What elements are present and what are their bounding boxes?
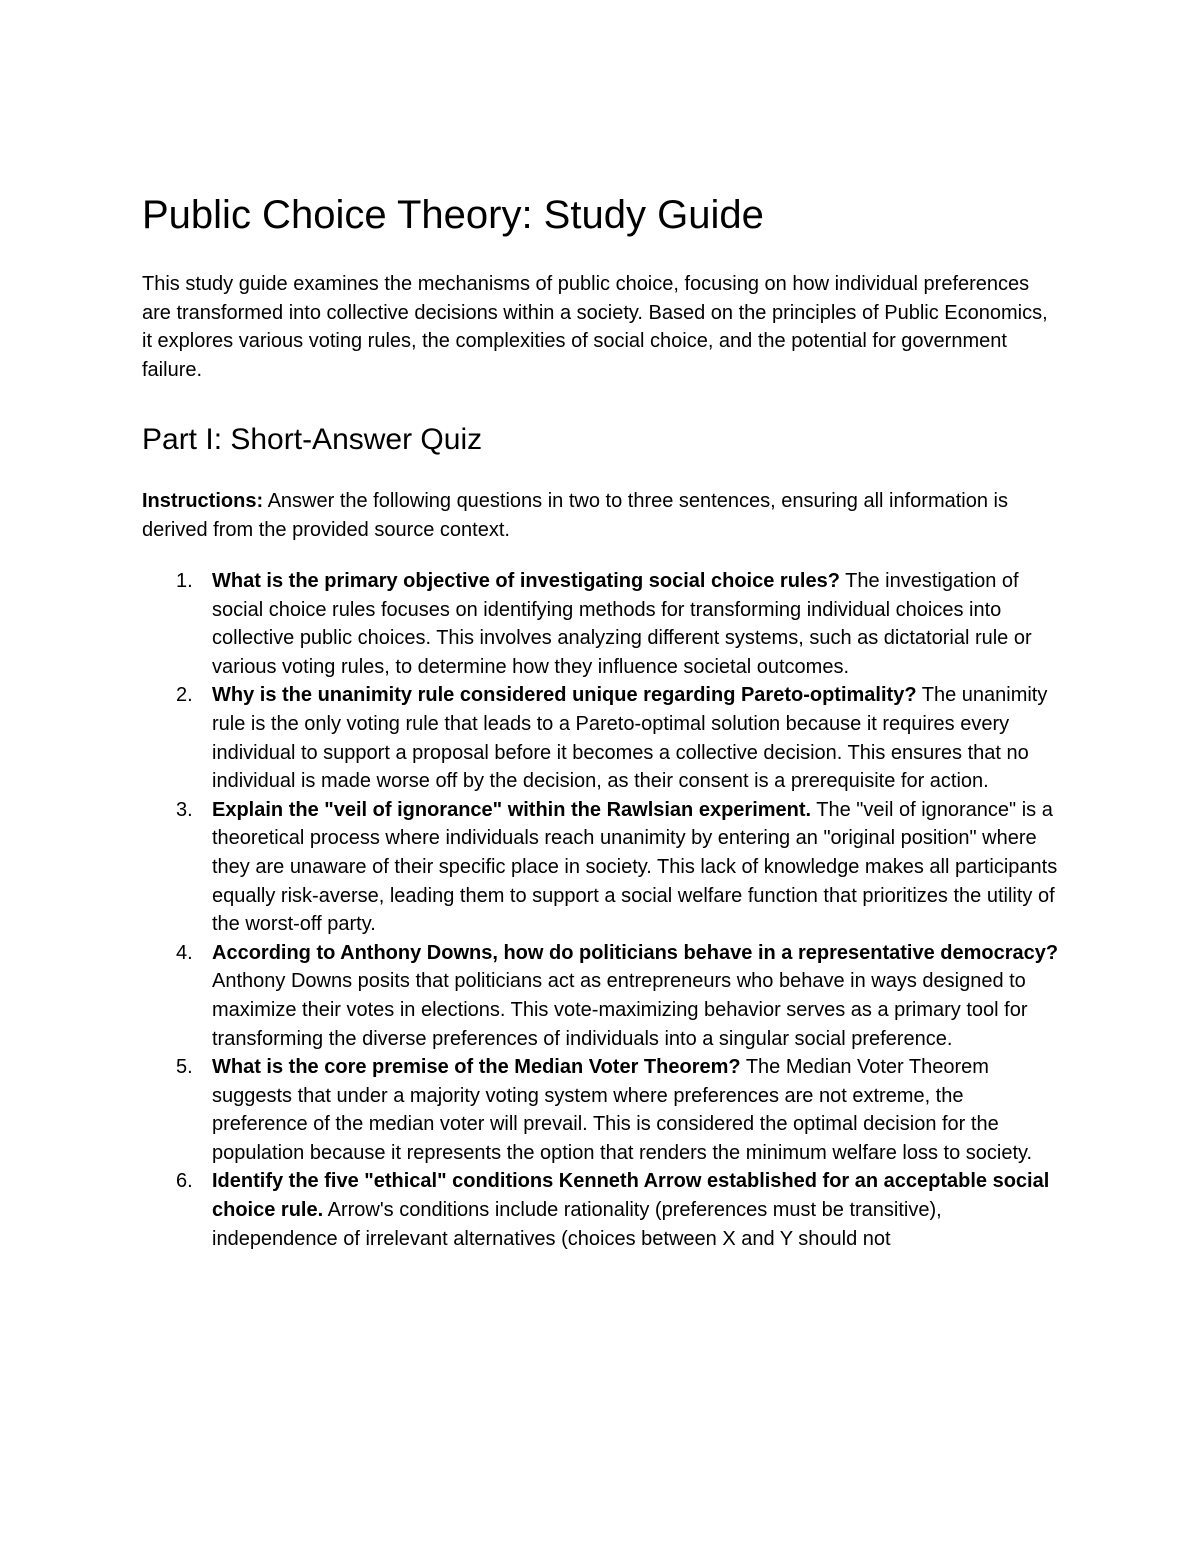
question-text: Identify the five "ethical" conditions Kenneth Arrow established for an acceptable social choice rule. xyxy=(212,1170,1050,1222)
instructions-label: Instructions: xyxy=(142,490,264,512)
question-text: Why is the unanimity rule considered unique regarding Pareto-optimality? xyxy=(212,684,917,707)
answer-text: The unanimity rule is the only voting rule that leads to a Pareto-optimal solution because it requires every individual to support a proposal before it becomes a collective decision. This ensures that no individual is made worse off by the decision, as their consent is a prerequisite for action. xyxy=(212,684,1048,793)
question-number: 2. xyxy=(176,684,193,707)
instructions-text: Answer the following questions in two to three sentences, ensuring all information is derived from the provided source context. xyxy=(142,490,1008,541)
question-item xyxy=(142,939,1062,1053)
answer-text: Arrow's conditions include rationality (preferences must be transitive), independence of irrelevant alternatives (choices between X and Y should not xyxy=(212,1199,942,1250)
question-item xyxy=(142,1167,1062,1253)
question-item xyxy=(142,1053,1062,1167)
question-text: What is the core premise of the Median Voter Theorem? xyxy=(212,1056,741,1079)
question-number: 5. xyxy=(176,1056,193,1079)
answer-text: The Median Voter Theorem suggests that under a majority voting system where preferences are not extreme, the preference of the median voter will prevail. This is considered the optimal decision for the population because it represents the option that renders the minimum welfare loss to society. xyxy=(212,1056,1033,1164)
question-number: 1. xyxy=(176,570,193,592)
question-text: Explain the "veil of ignorance" within the Rawlsian experiment. xyxy=(212,798,812,821)
question-number: 6. xyxy=(176,1170,193,1193)
section-heading-part1: Part I: Short-Answer Quiz xyxy=(142,423,483,456)
intro-paragraph: This study guide examines the mechanisms of public choice, focusing on how individual preferences are transformed into collective decisions within a society. Based on the principles of Public Economics, it explores various voting rules, the complexities of social choice, and the potential for government failure. xyxy=(142,273,1048,381)
question-number: 3. xyxy=(176,798,193,821)
question-list xyxy=(142,567,1062,1253)
page-title: Public Choice Theory: Study Guide xyxy=(142,193,764,237)
instructions-paragraph xyxy=(142,487,1062,544)
question-item xyxy=(142,681,1062,795)
answer-text: The "veil of ignorance" is a theoretical process where individuals reach unanimity by entering an "original position" where they are unaware of their specific place in society. This lack of knowledge makes all participants equally risk-averse, leading them to support a social welfare function that prioritizes the utility of the worst-off party. xyxy=(212,798,1058,936)
question-item xyxy=(142,567,1062,681)
question-number: 4. xyxy=(176,941,193,964)
answer-text: The investigation of social choice rules focuses on identifying methods for transforming individual choices into collective public choices. This involves analyzing different systems, such as dictatorial rule or various voting rules, to determine how they influence societal outcomes. xyxy=(212,570,1032,678)
question-text: According to Anthony Downs, how do politicians behave in a representative democracy? xyxy=(212,941,1059,964)
question-text: What is the primary objective of investigating social choice rules? xyxy=(212,570,840,592)
answer-text: Anthony Downs posits that politicians act as entrepreneurs who behave in ways designed to maximize their votes in elections. This vote-maximizing behavior serves as a primary tool for transforming the diverse preferences of individuals into a singular social preference. xyxy=(212,970,1028,1050)
question-item xyxy=(142,796,1062,939)
